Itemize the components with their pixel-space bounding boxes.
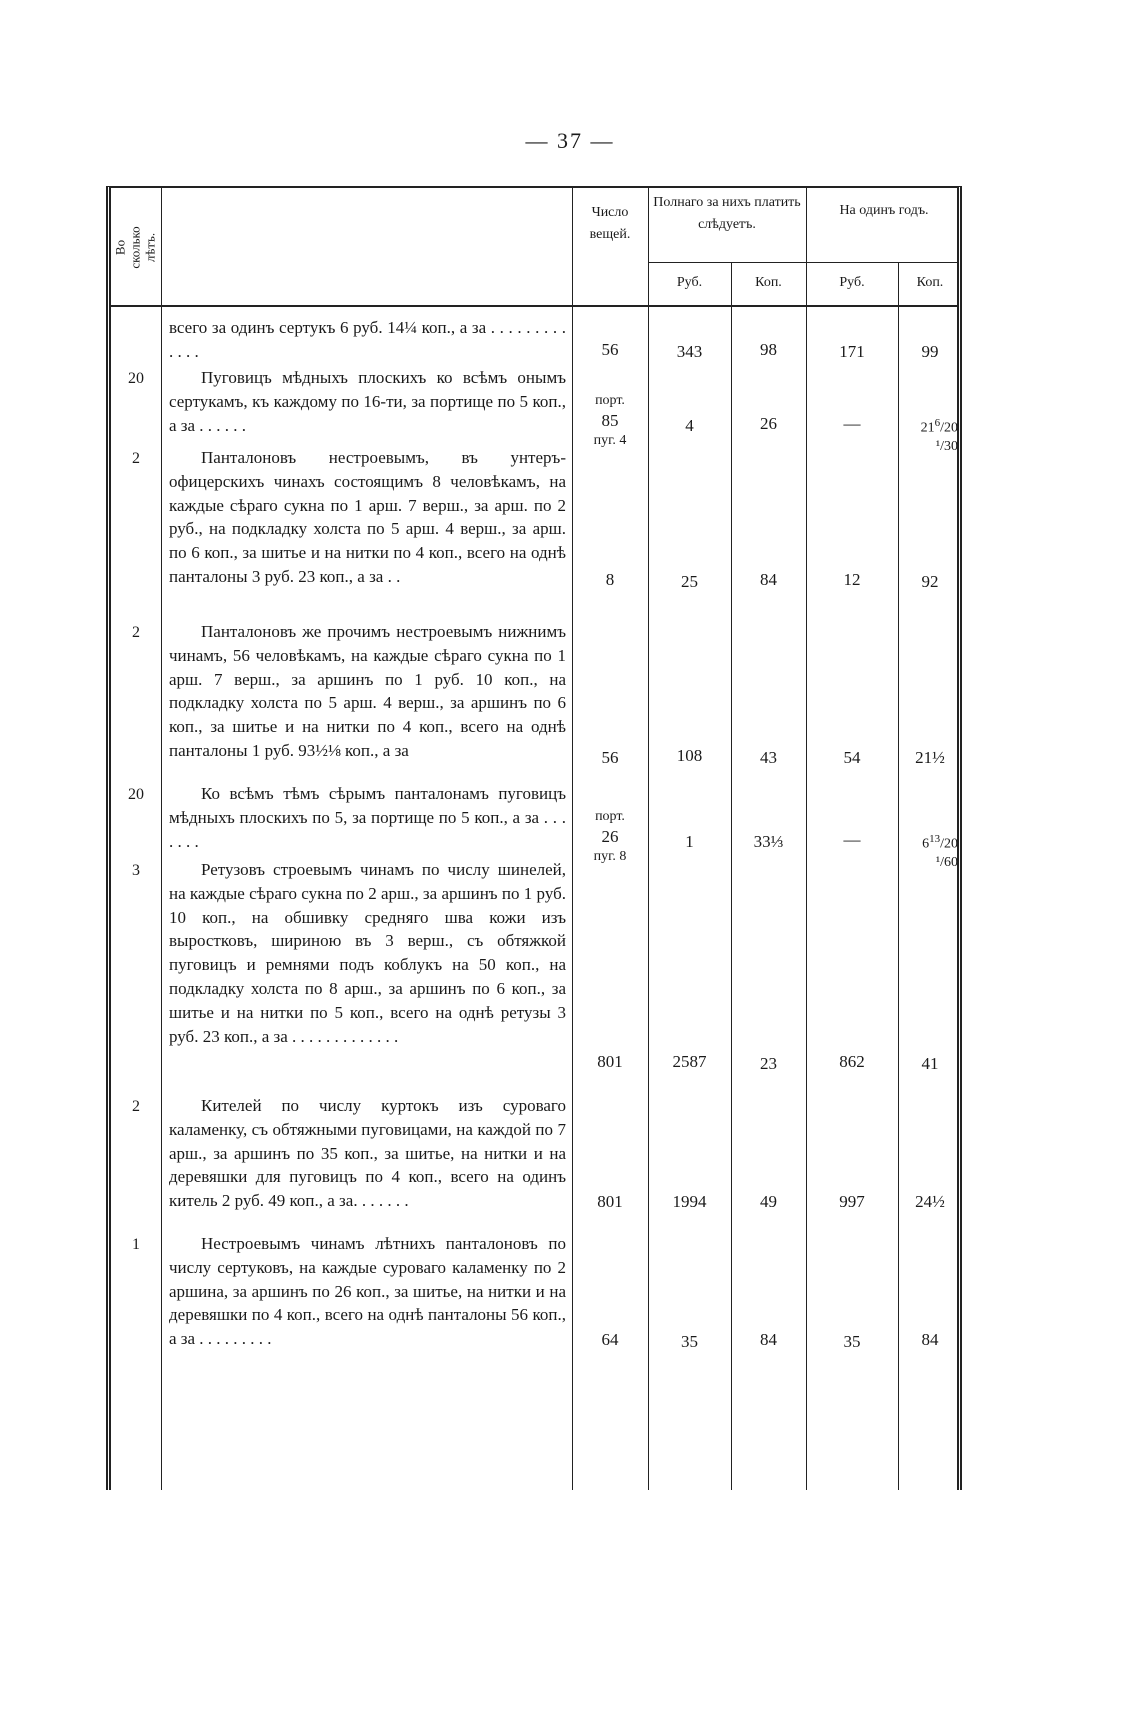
cell-year-kop: 84	[921, 1330, 939, 1349]
row-description: Панталоновъ нестроевымъ, въ унтеръ-офицерскихъ чинахъ состоящимъ 8 человѣкамъ, на каждые сѣраго сукна по 1 арш. 7 верш., за арш. по 2 руб., на подкладку холста по 5 арш. 4 верш., за арш. по 6 коп., за шитье и на нитки по 4 коп., всего на однѣ панталоны 3 руб. 23 коп., а за . .	[169, 448, 566, 586]
cell-years: 2	[132, 1098, 140, 1115]
cell-year-kop: 41	[921, 1054, 939, 1073]
cell-kop: 26	[760, 414, 777, 433]
cell-years: 20	[128, 786, 144, 803]
column-divider	[161, 188, 162, 1490]
cell-year-kop: $21^6/20$ ¹/30	[920, 417, 958, 454]
header-full-pay: Полнаго за нихъ платить слѣдуетъ.	[653, 195, 801, 232]
cell-count: порт. 26 пуг. 8	[593, 809, 627, 864]
header-rub: Руб.	[676, 275, 703, 290]
cell-rub: 2587	[672, 1052, 707, 1071]
cell-kop: 33⅓	[753, 832, 784, 851]
page-number: — 37 —	[525, 128, 615, 153]
cell-years: 1	[132, 1236, 140, 1253]
cell-year-kop: 92	[921, 572, 939, 591]
cell-count: 8	[605, 570, 615, 589]
cell-kop: 84	[760, 1330, 777, 1349]
row-description: Ретузовъ строевымъ чинамъ по числу шинелей, на каждые сѣраго сукна по 2 арш., за аршинъ по 1 руб. 10 коп., на обшивку средняго шва кожи изъ выростковъ, шириною въ 3 верш., съ обтяжкой пуговицъ и ремнями подъ коблукъ на 50 коп., на подкладку холста по 8 арш., за аршинъ по 6 коп., за шитье и на нитки по 5 коп., всего на однѣ ретузы 3 руб. 23 коп., а за . . . . . . . . . . . . .	[169, 860, 566, 1046]
cell-years: 2	[132, 624, 140, 641]
cell-count: 56	[601, 748, 619, 767]
cell-year-kop: 99	[921, 342, 939, 361]
cell-year-rub: 12	[843, 570, 861, 589]
cell-count: 801	[597, 1052, 623, 1071]
cell-count: 56	[601, 340, 619, 359]
cell-year-rub: 171	[839, 342, 865, 361]
header-years-label: Во сколько лѣтъ.	[112, 225, 158, 269]
header-years	[113, 192, 157, 302]
cell-count: порт. 85 пуг. 4	[593, 393, 627, 448]
header-per-year: На одинъ годъ.	[839, 203, 929, 218]
cell-rub: 4	[685, 416, 694, 435]
cell-kop: 23	[760, 1054, 777, 1073]
header-count: Число вещей.	[589, 205, 631, 242]
cell-year-kop: 24½	[915, 1192, 945, 1211]
cell-rub: 1	[685, 832, 694, 851]
ledger-table	[106, 186, 962, 1490]
cell-year-rub: 35	[843, 1332, 861, 1351]
cell-year-rub: —	[843, 830, 861, 849]
cell-years: 2	[132, 450, 140, 467]
cell-kop: 98	[760, 340, 777, 359]
header-divider	[111, 305, 957, 307]
cell-kop: 84	[760, 570, 777, 589]
row-description: Нестроевымъ чинамъ лѣтнихъ панталоновъ по числу сертуковъ, на каждые суроваго каламенку по 2 аршина, за аршинъ по 26 коп., за шитье, на нитки и на деревяшки по 4 коп., всего на однѣ панталоны 56 коп., а за . . . . . . . . .	[169, 1234, 566, 1349]
cell-kop: 49	[760, 1192, 777, 1211]
row-description: всего за одинъ сертукъ 6 руб. 14¼ коп., а за . . . . . . . . . . . . .	[169, 318, 566, 361]
cell-years: 3	[132, 862, 140, 879]
cell-kop: 43	[760, 748, 777, 767]
row-description: Пуговицъ мѣдныхъ плоскихъ ко всѣмъ онымъ сертукамъ, къ каждому по 16-ти, за портище по 5 коп., а за . . . . . .	[169, 368, 566, 435]
cell-count: 801	[597, 1192, 623, 1211]
cell-rub: 25	[681, 572, 698, 591]
cell-rub: 1994	[672, 1192, 707, 1211]
cell-year-kop: 21½	[915, 748, 945, 767]
cell-count: 64	[601, 1330, 619, 1349]
cell-rub: 108	[676, 746, 703, 765]
row-description: Панталоновъ же прочимъ нестроевымъ нижнимъ чинамъ, 56 человѣкамъ, на каждые сѣраго сукна по 1 арш. 7 верш., за аршинъ по 1 руб. 10 коп., на подкладку холста по 5 арш. 4 верш., за аршинъ по 6 коп., за шитье и на нитки по 4 коп., всего на однѣ панталоны 1 руб. 93½⅛ коп., а за	[169, 622, 566, 760]
cell-year-rub: 54	[843, 748, 861, 767]
header-year-kop: Коп.	[916, 275, 944, 290]
cell-rub: 35	[681, 1332, 698, 1351]
cell-year-kop: $6^{13}/20$ ¹/60	[922, 833, 958, 870]
cell-year-rub: 862	[839, 1052, 865, 1071]
header-year-rub: Руб.	[839, 275, 865, 290]
column-divider	[731, 262, 732, 1490]
row-description: Ко всѣмъ тѣмъ сѣрымъ панталонамъ пуговицъ мѣдныхъ плоскихъ по 5, за портище по 5 коп., а за . . . . . . .	[169, 784, 566, 851]
cell-year-rub: 997	[839, 1192, 865, 1211]
cell-rub: 343	[676, 342, 703, 361]
cell-year-rub: —	[843, 414, 861, 433]
header-kop: Коп.	[755, 275, 782, 290]
cell-years: 20	[128, 370, 144, 387]
subheader-divider	[648, 262, 957, 263]
row-description: Кителей по числу куртокъ изъ суроваго каламенку, съ обтяжными пуговицами, на каждой по 7 арш., за аршинъ по 35 коп., за шитье, на нитки и на деревяшки для пуговицъ по 4 коп., всего на одинъ китель 2 руб. 49 коп., а за. . . . . . .	[169, 1096, 566, 1211]
